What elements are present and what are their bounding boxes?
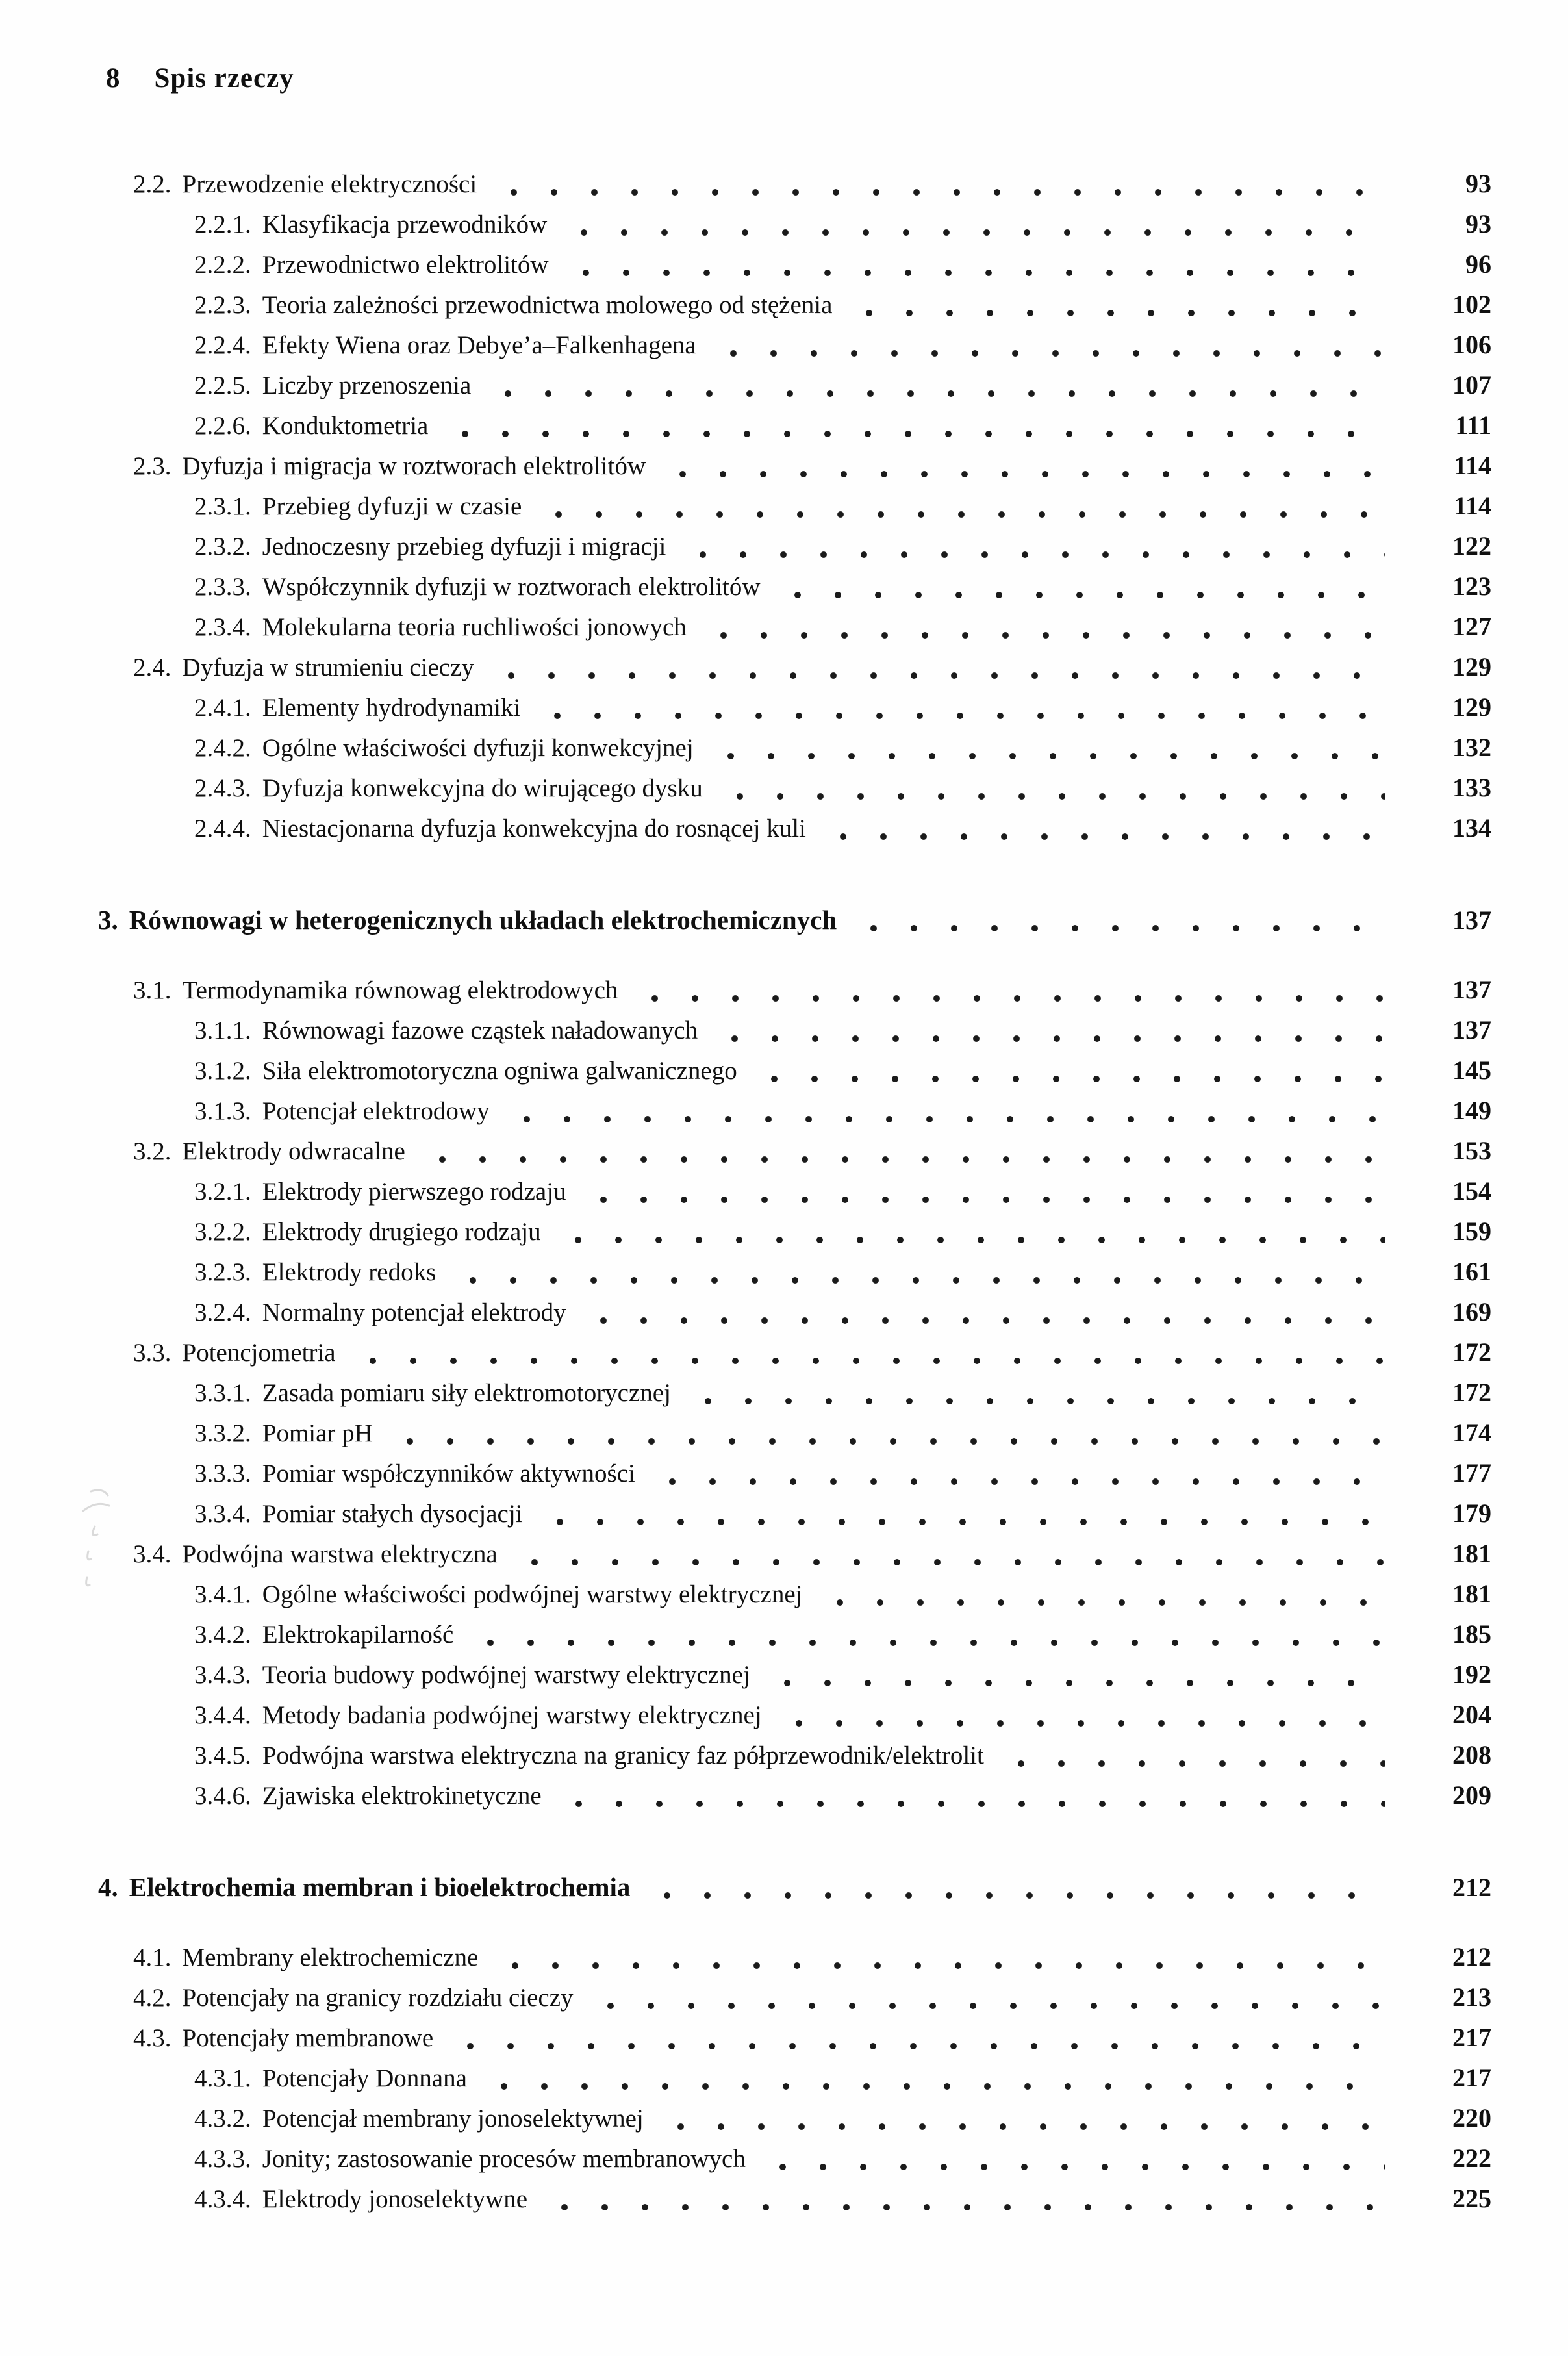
entry-number: 2.2.2. <box>194 251 251 279</box>
toc-entry <box>0 285 1568 325</box>
toc-entry <box>0 1413 1568 1453</box>
entry-title: Zjawiska elektrokinetyczne <box>262 1782 542 1810</box>
dot-leader <box>494 164 1385 204</box>
chapter-heading <box>0 1868 1568 1907</box>
toc-entry <box>0 1614 1568 1654</box>
dot-leader <box>564 204 1385 244</box>
entry-title: Liczby przenoszenia <box>262 372 472 399</box>
entry-page: 209 <box>1452 1780 1491 1810</box>
toc-entry <box>0 2098 1568 2138</box>
entry-number: 2.2.4. <box>194 331 251 359</box>
entry-page: 161 <box>1452 1257 1491 1286</box>
dot-leader <box>647 1868 1385 1907</box>
entry-number: 2.4.2. <box>194 734 251 762</box>
header-title: Spis rzeczy <box>154 63 294 94</box>
dot-leader <box>767 1654 1385 1695</box>
entry-number: 2.3.4. <box>194 613 251 641</box>
entry-title: Równowagi fazowe cząstek naładowanych <box>262 1017 698 1045</box>
entry-title: Przebieg dyfuzji w czasie <box>262 492 522 520</box>
entry-title: Potencjometria <box>182 1339 336 1367</box>
entry-page: 93 <box>1465 209 1491 238</box>
dot-leader <box>390 1413 1385 1453</box>
toc-entry <box>0 526 1568 566</box>
entry-page: 212 <box>1452 1942 1491 1971</box>
dot-leader <box>1001 1735 1385 1775</box>
dot-leader <box>849 285 1385 325</box>
entry-number: 3.2. <box>133 1137 171 1165</box>
dot-leader <box>683 526 1385 566</box>
toc-entry <box>0 1937 1568 1977</box>
entry-page: 154 <box>1452 1176 1491 1206</box>
entry-number: 2.2. <box>133 170 171 198</box>
entry-page: 169 <box>1452 1297 1491 1326</box>
toc-entry <box>0 728 1568 768</box>
toc-entry <box>0 1534 1568 1574</box>
dot-leader <box>763 2138 1385 2179</box>
entry-page: 93 <box>1465 169 1491 198</box>
toc-entry <box>0 1131 1568 1171</box>
dot-leader <box>714 1010 1385 1050</box>
entry-page: 181 <box>1452 1539 1491 1568</box>
entry-number: 3.4.1. <box>194 1580 251 1608</box>
entry-page: 217 <box>1452 2063 1491 2092</box>
entry-number: 3.4. <box>133 1540 171 1568</box>
entry-page: 96 <box>1465 249 1491 279</box>
entry-page: 145 <box>1452 1056 1491 1085</box>
entry-number: 3.1. <box>133 976 171 1004</box>
entry-title: Pomiar pH <box>262 1419 373 1447</box>
dot-leader <box>453 1252 1385 1292</box>
entry-number: 3.1.2. <box>194 1057 251 1085</box>
entry-page: 213 <box>1452 1982 1491 2012</box>
toc-entry <box>0 808 1568 848</box>
entry-number: 4.1. <box>133 1944 171 1971</box>
dot-leader <box>820 1574 1385 1614</box>
dot-leader <box>720 768 1385 808</box>
toc-entry <box>0 970 1568 1010</box>
entry-number: 3.2.3. <box>194 1258 251 1286</box>
entry-title: Potencjały Donnana <box>262 2064 467 2092</box>
entry-title: Termodynamika równowag elektrodowych <box>182 976 618 1004</box>
entry-title: Współczynnik dyfuzji w roztworach elektrolitów <box>262 573 761 601</box>
entry-title: Ogólne właściwości podwójnej warstwy elektrycznej <box>262 1580 803 1608</box>
entry-title: Elektrochemia membran i bioelektrochemia <box>129 1872 631 1902</box>
entry-page: 185 <box>1452 1619 1491 1649</box>
dot-leader <box>713 325 1385 365</box>
entry-title: Teoria zależności przewodnictwa molowego od stężenia <box>262 291 833 319</box>
entry-number: 3.2.1. <box>194 1178 251 1206</box>
entry-number: 4.3.1. <box>194 2064 251 2092</box>
dot-leader <box>583 1292 1385 1332</box>
entry-page: 114 <box>1454 451 1491 480</box>
entry-number: 3.4.2. <box>194 1621 251 1649</box>
entry-number: 4.3.4. <box>194 2185 251 2213</box>
entry-page: 159 <box>1452 1217 1491 1246</box>
dot-leader <box>538 486 1385 526</box>
entry-number: 2.2.6. <box>194 412 251 440</box>
entry-page: 149 <box>1452 1096 1491 1125</box>
dot-leader <box>854 900 1385 940</box>
dot-leader <box>711 728 1385 768</box>
entry-title: Ogólne właściwości dyfuzji konwekcyjnej <box>262 734 694 762</box>
entry-number: 3.4.4. <box>194 1701 251 1729</box>
entry-title: Elektrokapilarność <box>262 1621 454 1649</box>
toc-entry <box>0 365 1568 405</box>
entry-title: Molekularna teoria ruchliwości jonowych <box>262 613 687 641</box>
toc-entry <box>0 2058 1568 2098</box>
entry-title: Teoria budowy podwójnej warstwy elektrycznej <box>262 1661 750 1689</box>
entry-number: 4.3.2. <box>194 2105 251 2133</box>
entry-title: Przewodnictwo elektrolitów <box>262 251 549 279</box>
dot-leader <box>484 2058 1385 2098</box>
entry-page: 133 <box>1452 773 1491 802</box>
entry-page: 106 <box>1452 330 1491 359</box>
dot-leader <box>488 365 1385 405</box>
entry-title: Podwójna warstwa elektryczna <box>182 1540 498 1568</box>
entry-number: 2.3.2. <box>194 533 251 561</box>
dot-leader <box>590 1977 1385 2018</box>
entry-number: 3.3.2. <box>194 1419 251 1447</box>
entry-title: Dyfuzja konwekcyjna do wirującego dysku <box>262 774 703 802</box>
toc-entry <box>0 2179 1568 2219</box>
entry-title: Elektrody redoks <box>262 1258 436 1286</box>
dot-leader <box>754 1050 1385 1091</box>
entry-number: 4. <box>98 1872 118 1902</box>
entry-title: Pomiar stałych dysocjacji <box>262 1500 523 1528</box>
entry-number: 2.4. <box>133 653 171 681</box>
entry-page: 172 <box>1452 1378 1491 1407</box>
dot-leader <box>652 1453 1385 1493</box>
entry-page: 122 <box>1452 531 1491 561</box>
toc-entry <box>0 1735 1568 1775</box>
dot-leader <box>544 2179 1385 2219</box>
toc-entry <box>0 607 1568 647</box>
dot-leader <box>635 970 1385 1010</box>
entry-page: 111 <box>1455 411 1491 440</box>
entry-page: 127 <box>1452 612 1491 641</box>
entry-number: 4.3.3. <box>194 2145 251 2173</box>
entry-title: Membrany elektrochemiczne <box>182 1944 479 1971</box>
toc-entry <box>0 2018 1568 2058</box>
entry-number: 3.1.1. <box>194 1017 251 1045</box>
entry-title: Potencjał elektrodowy <box>262 1097 490 1125</box>
entry-number: 2.3.1. <box>194 492 251 520</box>
entry-page: 134 <box>1452 813 1491 842</box>
page-header <box>106 62 294 94</box>
entry-title: Elektrody jonoselektywne <box>262 2185 528 2213</box>
entry-page: 222 <box>1452 2144 1491 2173</box>
dot-leader <box>514 1534 1385 1574</box>
entry-number: 2.2.3. <box>194 291 251 319</box>
toc-entry <box>0 486 1568 526</box>
entry-number: 3.2.4. <box>194 1298 251 1326</box>
entry-number: 3.4.5. <box>194 1742 251 1769</box>
toc-entry <box>0 1292 1568 1332</box>
dot-leader <box>495 1937 1385 1977</box>
entry-page: 217 <box>1452 2023 1491 2052</box>
entry-title: Elektrody odwracalne <box>182 1137 405 1165</box>
entry-number: 2.4.4. <box>194 815 251 842</box>
entry-number: 2.4.1. <box>194 694 251 722</box>
entry-title: Jednoczesny przebieg dyfuzji i migracji <box>262 533 666 561</box>
entry-page: 137 <box>1452 975 1491 1004</box>
entry-title: Niestacjonarna dyfuzja konwekcyjna do rosnącej kuli <box>262 815 806 842</box>
dot-leader <box>558 1211 1385 1252</box>
pencil-mark <box>57 1486 135 1597</box>
dot-leader <box>779 1695 1385 1735</box>
header-page-number: 8 <box>106 63 121 94</box>
entry-page: 153 <box>1452 1136 1491 1165</box>
entry-title: Efekty Wiena oraz Debye’a–Falkenhagena <box>262 331 696 359</box>
entry-page: 129 <box>1452 692 1491 722</box>
entry-title: Dyfuzja i migracja w roztworach elektrolitów <box>182 452 646 480</box>
toc-entry <box>0 164 1568 204</box>
dot-leader <box>470 1614 1385 1654</box>
entry-title: Elektrody drugiego rodzaju <box>262 1218 541 1246</box>
toc-entry <box>0 1010 1568 1050</box>
dot-leader <box>353 1332 1385 1373</box>
entry-title: Potencjał membrany jonoselektywnej <box>262 2105 644 2133</box>
entry-page: 181 <box>1452 1579 1491 1608</box>
entry-page: 114 <box>1454 491 1491 520</box>
toc-entry <box>0 566 1568 607</box>
entry-number: 3.3. <box>133 1339 171 1367</box>
entry-page: 177 <box>1452 1458 1491 1488</box>
entry-page: 204 <box>1452 1700 1491 1729</box>
entry-number: 2.2.5. <box>194 372 251 399</box>
entry-page: 179 <box>1452 1499 1491 1528</box>
dot-leader <box>422 1131 1385 1171</box>
entry-title: Dyfuzja w strumieniu cieczy <box>182 653 474 681</box>
entry-number: 3.3.4. <box>194 1500 251 1528</box>
entry-title: Siła elektromotoryczna ogniwa galwanicznego <box>262 1057 737 1085</box>
dot-leader <box>491 647 1385 687</box>
dot-leader <box>583 1171 1385 1211</box>
entry-page: 174 <box>1452 1418 1491 1447</box>
dot-leader <box>559 1775 1385 1816</box>
toc-entry <box>0 1211 1568 1252</box>
entry-page: 192 <box>1452 1660 1491 1689</box>
toc-entry <box>0 687 1568 728</box>
toc-entry <box>0 405 1568 446</box>
entry-page: 137 <box>1452 1015 1491 1045</box>
dot-leader <box>778 566 1385 607</box>
entry-title: Konduktometria <box>262 412 429 440</box>
entry-number: 3.4.3. <box>194 1661 251 1689</box>
entry-page: 225 <box>1452 2184 1491 2213</box>
entry-page: 172 <box>1452 1337 1491 1367</box>
toc-entry <box>0 2138 1568 2179</box>
entry-number: 2.3. <box>133 452 171 480</box>
entry-number: 3.3.3. <box>194 1460 251 1488</box>
toc-entry <box>0 1453 1568 1493</box>
entry-number: 3. <box>98 905 118 935</box>
dot-leader <box>537 687 1385 728</box>
entry-title: Zasada pomiaru siły elektromotorycznej <box>262 1379 671 1407</box>
dot-leader <box>823 808 1385 848</box>
entry-page: 212 <box>1452 1873 1491 1902</box>
toc-entry <box>0 1654 1568 1695</box>
toc-entry <box>0 325 1568 365</box>
entry-title: Potencjały na granicy rozdziału cieczy <box>182 1984 574 2012</box>
toc-entry <box>0 446 1568 486</box>
entry-page: 123 <box>1452 572 1491 601</box>
dot-leader <box>445 405 1385 446</box>
dot-leader <box>661 2098 1385 2138</box>
toc-entry <box>0 1373 1568 1413</box>
entry-number: 4.2. <box>133 1984 171 2012</box>
dot-leader <box>688 1373 1385 1413</box>
entry-number: 2.3.3. <box>194 573 251 601</box>
toc-entry <box>0 204 1568 244</box>
entry-number: 2.2.1. <box>194 210 251 238</box>
entry-number: 2.4.3. <box>194 774 251 802</box>
entry-title: Elektrody pierwszego rodzaju <box>262 1178 566 1206</box>
toc-entry <box>0 1977 1568 2018</box>
entry-title: Klasyfikacja przewodników <box>262 210 548 238</box>
entry-page: 132 <box>1452 733 1491 762</box>
toc-entry <box>0 647 1568 687</box>
entry-page: 137 <box>1452 906 1491 935</box>
entry-page: 107 <box>1452 370 1491 399</box>
entry-number: 3.4.6. <box>194 1782 251 1810</box>
entry-page: 102 <box>1452 290 1491 319</box>
toc-entry <box>0 1695 1568 1735</box>
chapter-heading <box>0 900 1568 940</box>
dot-leader <box>663 446 1385 486</box>
entry-title: Potencjały membranowe <box>182 2024 434 2052</box>
dot-leader <box>703 607 1385 647</box>
toc-entry <box>0 244 1568 285</box>
entry-title: Pomiar współczynników aktywności <box>262 1460 635 1488</box>
toc-entry <box>0 1171 1568 1211</box>
entry-title: Przewodzenie elektryczności <box>182 170 477 198</box>
toc-entry <box>0 1091 1568 1131</box>
toc <box>0 164 1568 2219</box>
entry-title: Normalny potencjał elektrody <box>262 1298 566 1326</box>
toc-entry <box>0 1050 1568 1091</box>
dot-leader <box>450 2018 1385 2058</box>
toc-entry <box>0 1493 1568 1534</box>
entry-title: Metody badania podwójnej warstwy elektrycznej <box>262 1701 762 1729</box>
entry-page: 208 <box>1452 1740 1491 1769</box>
toc-entry <box>0 1574 1568 1614</box>
entry-page: 129 <box>1452 652 1491 681</box>
entry-title: Podwójna warstwa elektryczna na granicy faz półprzewodnik/elektrolit <box>262 1742 984 1769</box>
entry-number: 3.1.3. <box>194 1097 251 1125</box>
toc-entry <box>0 768 1568 808</box>
toc-entry <box>0 1775 1568 1816</box>
entry-page: 220 <box>1452 2103 1491 2133</box>
dot-leader <box>540 1493 1385 1534</box>
dot-leader <box>507 1091 1385 1131</box>
entry-number: 3.3.1. <box>194 1379 251 1407</box>
entry-number: 3.2.2. <box>194 1218 251 1246</box>
entry-title: Jonity; zastosowanie procesów membranowych <box>262 2145 746 2173</box>
entry-title: Równowagi w heterogenicznych układach elektrochemicznych <box>129 905 837 935</box>
entry-number: 4.3. <box>133 2024 171 2052</box>
entry-title: Elementy hydrodynamiki <box>262 694 521 722</box>
toc-entry <box>0 1252 1568 1292</box>
dot-leader <box>566 244 1385 285</box>
toc-entry <box>0 1332 1568 1373</box>
